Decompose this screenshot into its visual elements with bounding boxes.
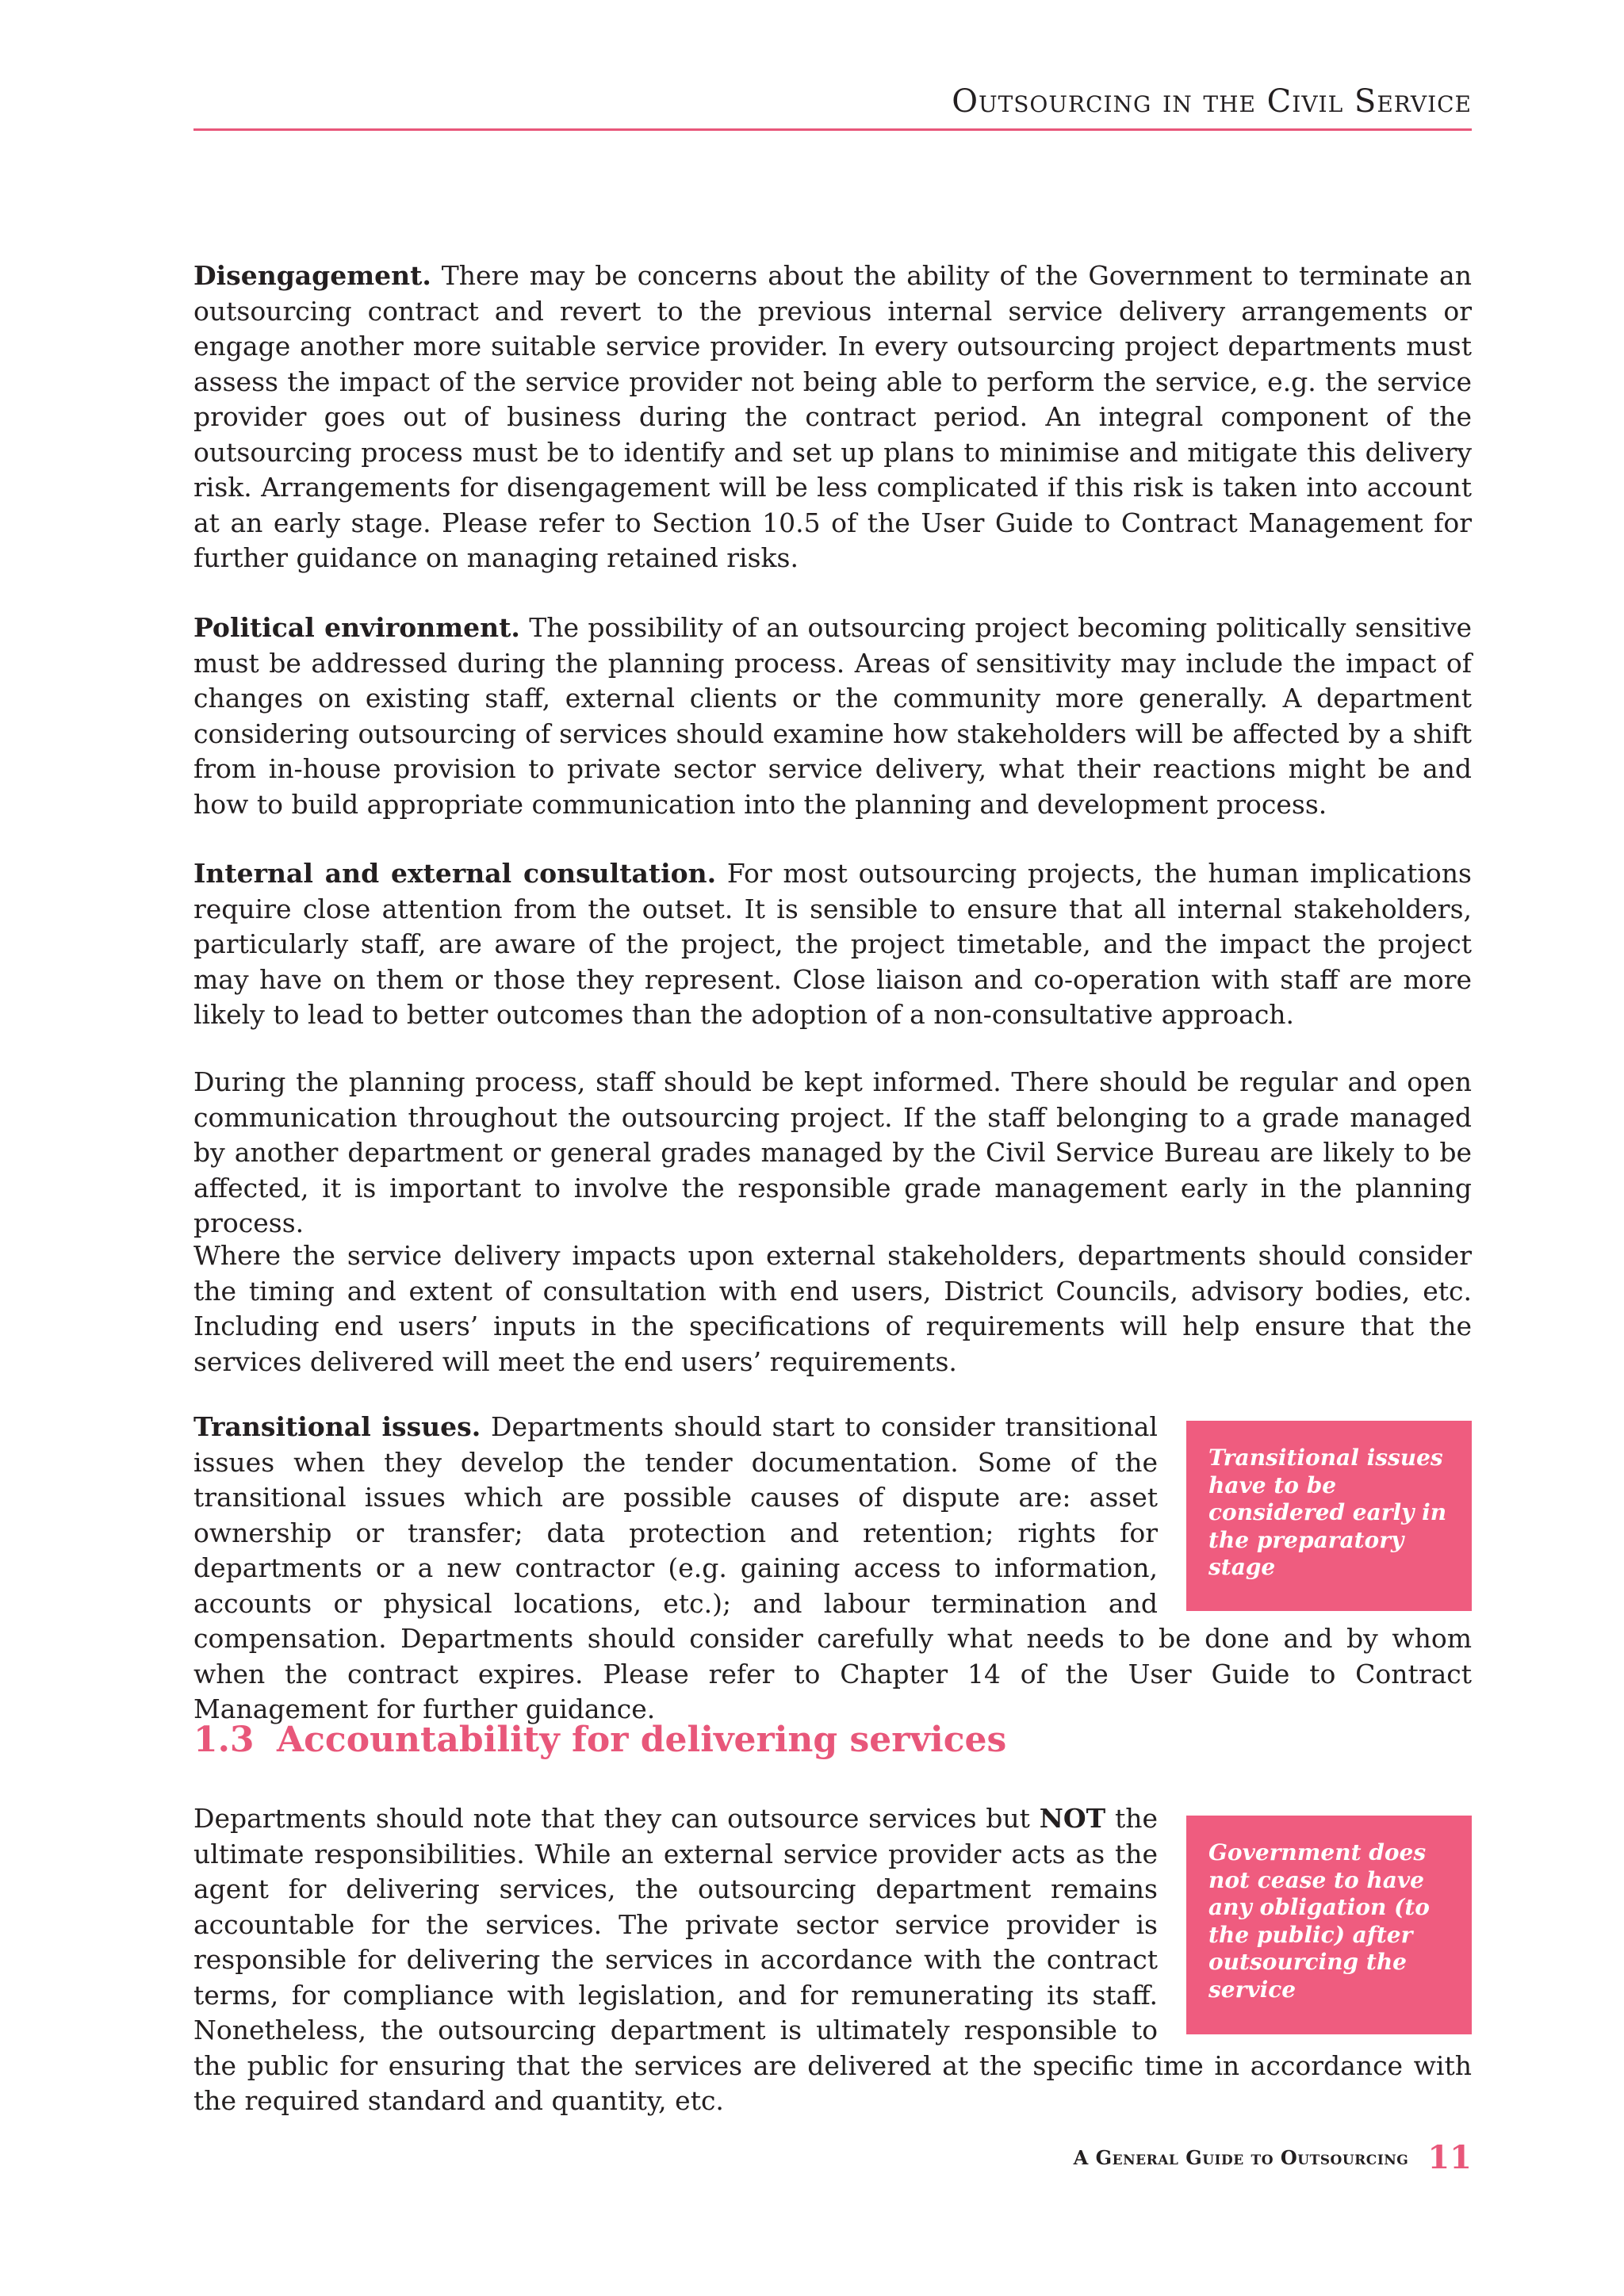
paragraph-text: During the planning process, staff should be kept informed. There should be regular and open communication throughout the outsourcing project. If the staff belonging to a grade managed by another department or general grades managed by the Civil Service Bureau are likely to be affected, it is important to involve the responsible grade management early in the planning process. [193, 1066, 1472, 1238]
callout-transitional: Transitional issues have to be considered early in the preparatory stage [1186, 1421, 1472, 1611]
header-rule [193, 128, 1472, 131]
paragraph-lead: Internal and external consultation. [193, 858, 717, 889]
section-heading [193, 1716, 1472, 1764]
footer-title: A General Guide to Outsourcing [1073, 2146, 1409, 2169]
callout-accountability: Government does not cease to have any obligation (to the public) after outsourcing the service [1186, 1816, 1472, 2034]
section-title: Accountability for delivering services [277, 1720, 1007, 1760]
paragraph-disengagement [193, 258, 1472, 576]
paragraph-text: the ultimate responsibilities. While an external service provider acts as the agent for delivering services, the outsourcing department remains accountable for the services. The private sector service provider is responsible for delivering the services in accordance with the contract terms, for compliance with legislation, and for remunerating its staff. Nonetheless, the outsourcing department is ultimately responsible to the public for ensuring that the services are delivered at the specific time in accordance with the required standard and quantity, etc. [193, 1803, 1472, 2116]
emphasis-not: NOT [1039, 1803, 1106, 1834]
section-number: 1.3 [193, 1720, 255, 1760]
paragraph-text: For most outsourcing projects, the human implications require close attention from the outset. It is sensible to ensure that all internal stakeholders, particularly staff, are aware of the project, the project timetable, and the impact the project may have on them or those they represent. Close liaison and co-operation with staff are more likely to lead to better outcomes than the adoption of a non-consultative approach. [193, 858, 1472, 1030]
paragraph-accountability [193, 1801, 1472, 2119]
paragraph-political [193, 610, 1472, 822]
paragraph-text: Departments should note that they can outsource services but [193, 1803, 1040, 1834]
paragraph-consultation [193, 856, 1472, 1033]
paragraph-text: The possibility of an outsourcing project becoming politically sensitive must be addressed during the planning process. Areas of sensitivity may include the impact of changes on existing staff, external clients or the community more generally. A department considering outsourcing of services should examine how stakeholders will be affected by a shift from in-house provision to private sector service delivery, what their reactions might be and how to build appropriate communication into the planning and development process. [193, 612, 1472, 820]
paragraph-external [193, 1238, 1472, 1380]
paragraph-text: Departments should start to consider transitional issues when they develop the tender documentation. Some of the transitional issues which are possible causes of dispute are: asset ownership or transfer; data protection and retention; rights for departments or a new contractor (e.g. gaining access to information, accounts or physical locations, etc.); and labour termination and compensation. Departments should consider carefully what needs to be done and by whom when the contract expires. Please refer to Chapter 14 of the User Guide to Contract Management for further guidance. [193, 1411, 1472, 1724]
running-header: Outsourcing in the Civil Service [952, 83, 1472, 120]
paragraph-transitional [193, 1410, 1472, 1728]
page-number: 11 [1427, 2139, 1472, 2176]
paragraph-text: There may be concerns about the ability of the Government to terminate an outsourcing contract and revert to the previous internal service delivery arrangements or engage another more suitable service provider. In every outsourcing project departments must assess the impact of the service provider not being able to perform the service, e.g. the service provider goes out of business during the contract period. An integral component of the outsourcing process must be to identify and set up plans to minimise and mitigate this delivery risk. Arrangements for disengagement will be less complicated if this risk is taken into account at an early stage. Please refer to Section 10.5 of the User Guide to Contract Management for further guidance on managing retained risks. [193, 260, 1472, 573]
page-footer [193, 2139, 1472, 2176]
paragraph-lead: Political environment. [193, 612, 520, 643]
paragraph-lead: Disengagement. [193, 260, 431, 291]
paragraph-lead: Transitional issues. [193, 1411, 481, 1442]
paragraph-text: Where the service delivery impacts upon external stakeholders, departments should consider the timing and extent of consultation with end users, District Councils, advisory bodies, etc. Including end users’ inputs in the specifications of requirements will help ensure that the services delivered will meet the end users’ requirements. [193, 1240, 1472, 1377]
paragraph-planning [193, 1065, 1472, 1242]
